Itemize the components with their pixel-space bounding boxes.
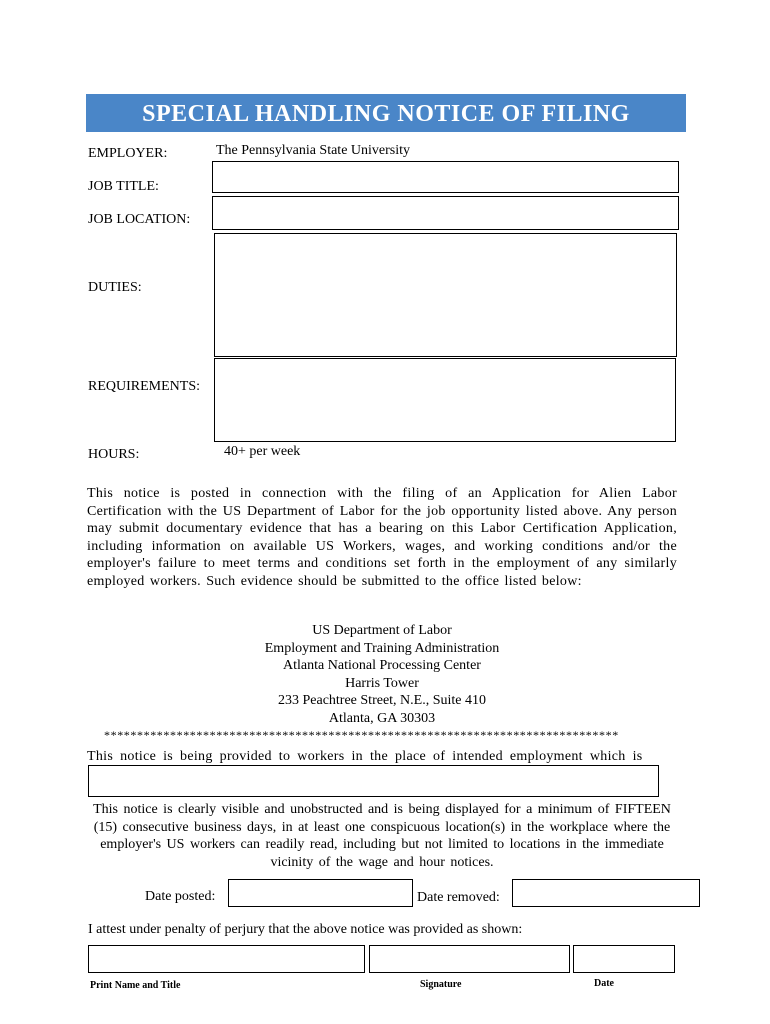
notice-paragraph: This notice is posted in connection with the filing of an Application for Alien Labor Certification with the US Department of Labor for the job opportunity listed above. Any person may submit documentary evidence that has a bearing on this Labor Certification Application, including information on available US Workers, wages, and working conditions and/or the employer's failure to meet terms and conditions set forth in the employment of any similarly employed workers. Such evidence should be submitted to the office listed below: [87,486,677,589]
date-removed-label: Date removed: [417,890,500,905]
date-posted-field[interactable] [228,879,413,907]
provided-text: This notice is being provided to workers in the place of intended employment which is [87,749,643,764]
job-title-field[interactable] [212,161,679,193]
address-line-5: 233 Peachtree Street, N.E., Suite 410 [277,693,486,709]
job-location-field[interactable] [212,196,679,230]
duties-label: DUTIES: [88,280,142,295]
employer-label: EMPLOYER: [88,146,168,161]
address-line-6: Atlanta, GA 30303 [328,710,436,726]
separator: ****************************************************************************** [104,728,619,742]
requirements-label: REQUIREMENTS: [88,379,200,394]
signature-date-label: Date [594,978,614,989]
job-title-label: JOB TITLE: [88,179,159,194]
date-removed-field[interactable] [512,879,700,907]
requirements-field[interactable] [214,358,676,442]
hours-label: HOURS: [88,447,140,462]
signature-date-field[interactable] [573,945,675,973]
attest-text: I attest under penalty of perjury that the above notice was provided as shown: [88,922,523,937]
address-line-1: US Department of Labor [312,623,452,638]
employer-value: The Pennsylvania State University [216,143,411,158]
duties-field[interactable] [214,233,677,357]
address-line-2: Employment and Training Administration [264,640,500,656]
print-name-label: Print Name and Title [90,980,181,991]
signature-label: Signature [420,979,462,990]
page-title: SPECIAL HANDLING NOTICE OF FILING [86,94,686,132]
date-posted-label: Date posted: [145,889,216,904]
print-name-field[interactable] [88,945,365,973]
address-line-3: Atlanta National Processing Center [283,658,481,674]
job-location-label: JOB LOCATION: [88,212,191,227]
address-block [87,622,677,728]
address-line-4: Harris Tower [345,675,419,691]
signature-field[interactable] [369,945,570,973]
hours-value: 40+ per week [224,444,301,459]
visibility-paragraph: This notice is clearly visible and unobstructed and is being displayed for a minimum of FIFTEEN (15) consecutive business days, in at least one conspicuous location(s) in the workplace where the employer's US workers can readily read, including but not limited to locations in the immediate vicinity of the wage and hour notices. [93,802,671,870]
place-of-employment-field[interactable] [88,765,659,797]
